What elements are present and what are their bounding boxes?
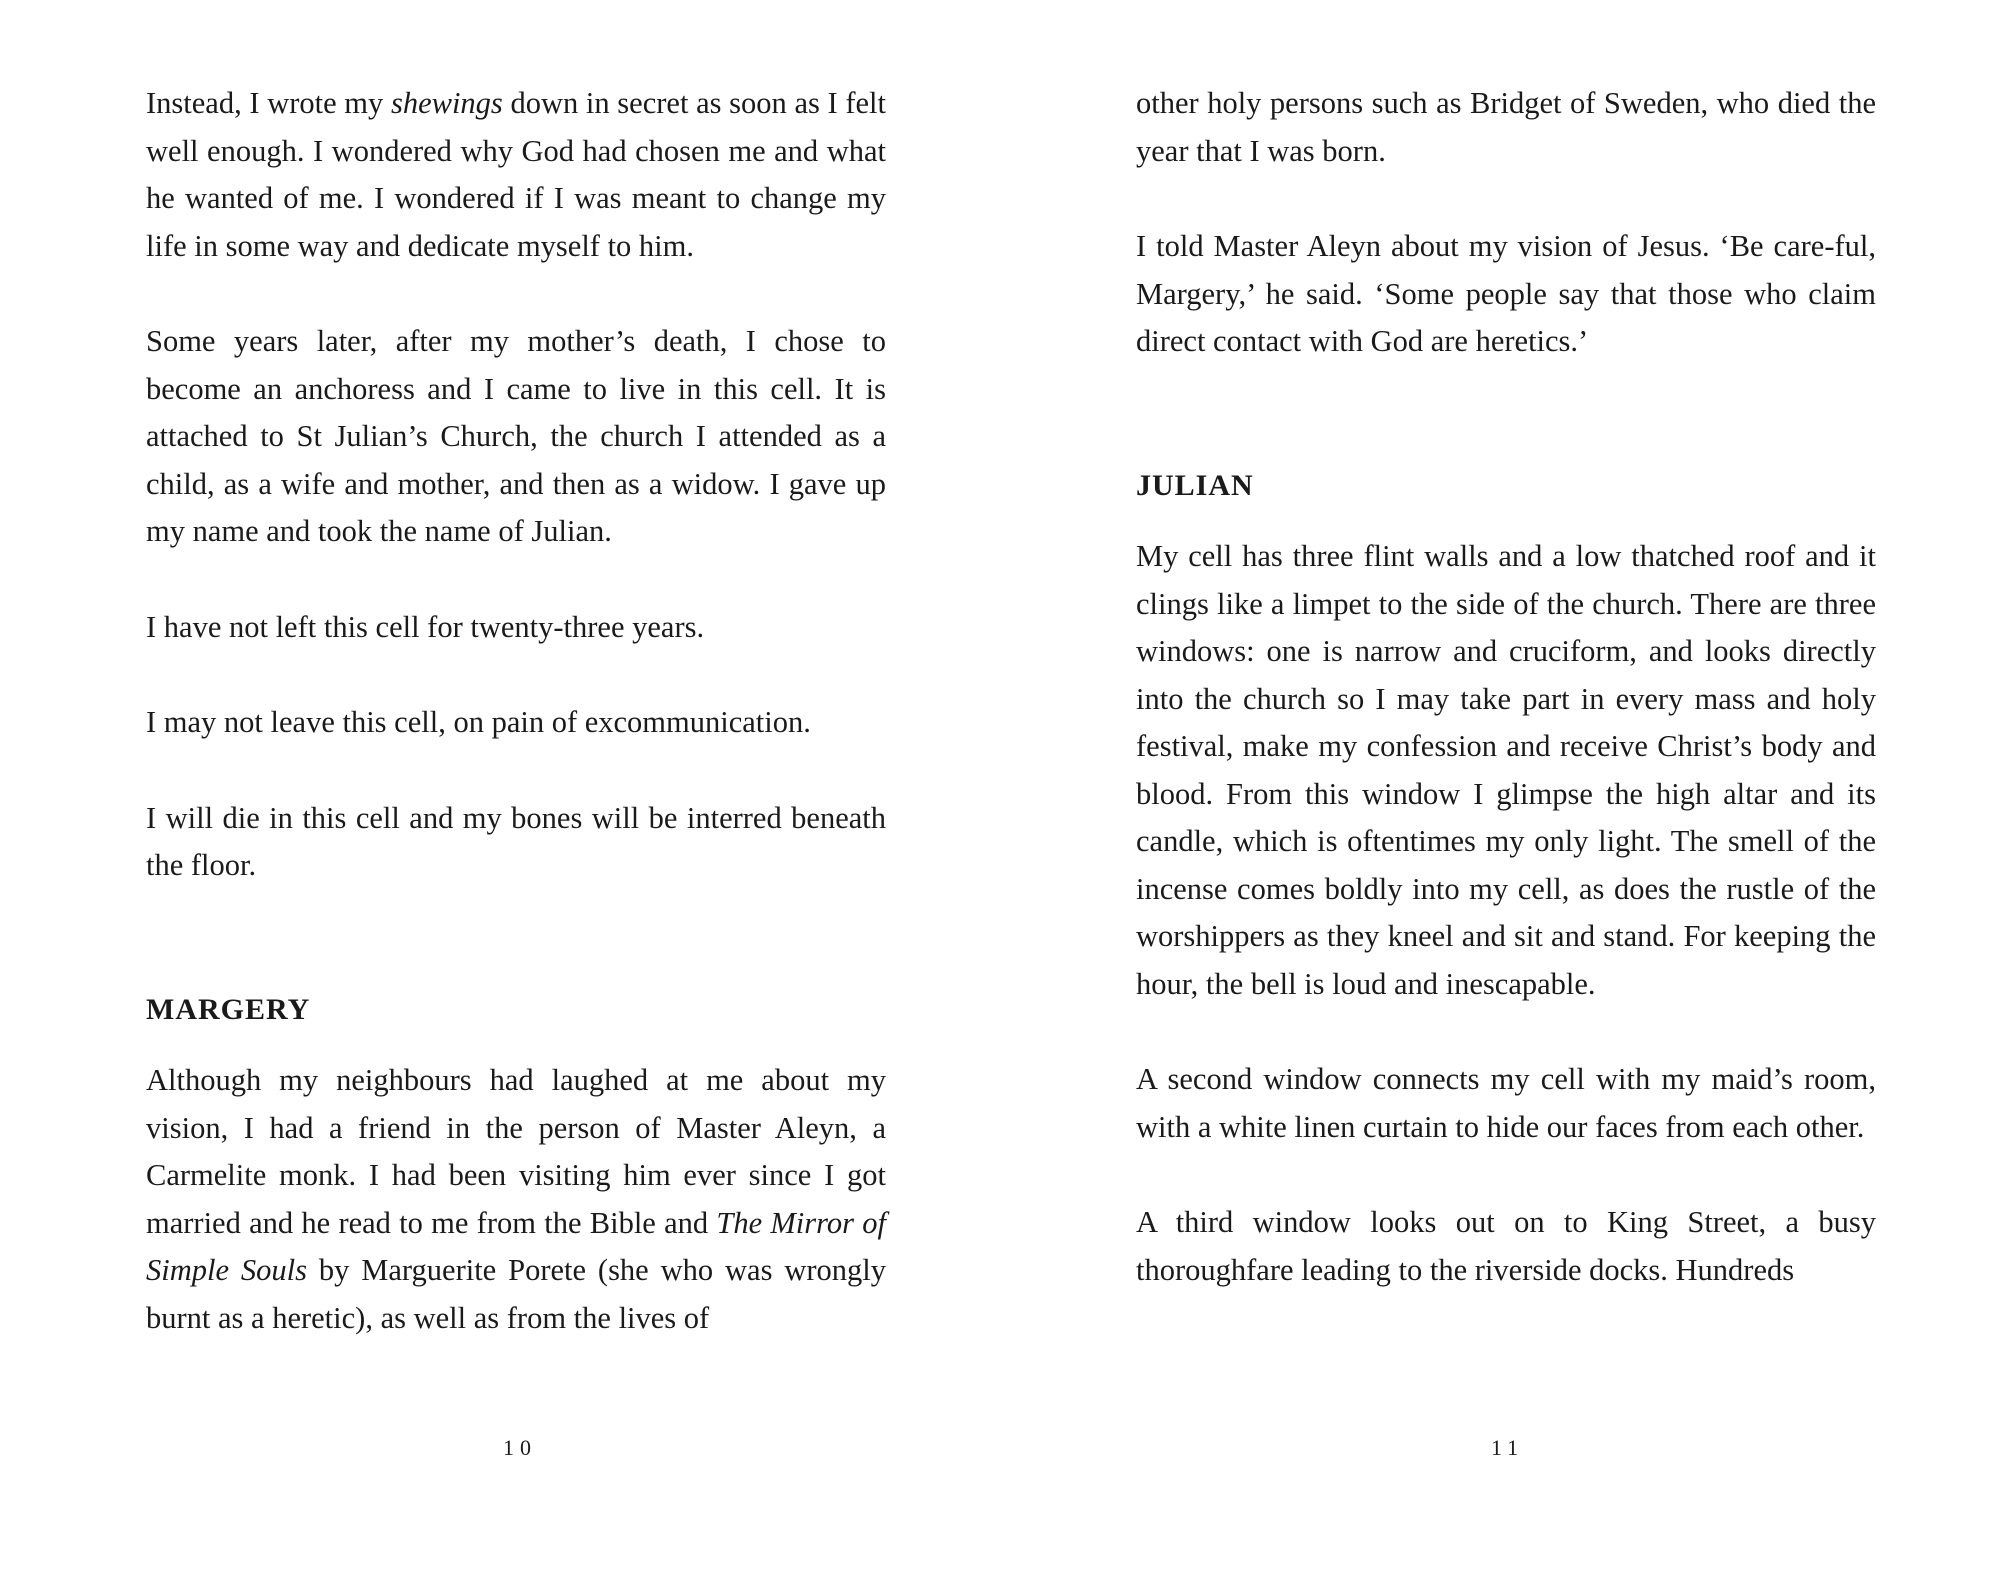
right-paragraph-4: A second window connects my cell with my maid’s room, with a white linen curtain to hide our faces from each other.	[1136, 1062, 1876, 1144]
page-number-left: 10	[503, 1435, 537, 1460]
left-paragraph-6	[146, 1057, 886, 1342]
page-number-right: 11	[1491, 1435, 1525, 1460]
left-paragraph-2: Some years later, after my mother’s death, I chose to become an anchoress and I came to live in this cell. It is attached to St Julian’s Church, the church I attended as a child, as a wife and mother, and then as a widow. I gave up my name and took the name of Julian.	[146, 324, 886, 548]
section-heading-margery: MARGERY	[146, 992, 311, 1026]
left-paragraph-6-text-end: by Marguerite Porete (she who was wrongly burnt as a heretic), as well as from the lives of	[146, 1253, 886, 1335]
right-page	[1136, 80, 1876, 1294]
left-page	[146, 80, 886, 1342]
left-paragraph-6-text-start: Although my neighbours had laughed at me about my vision, I had a friend in the person of Master Aleyn, a Carmelite monk. I had been visiting him ever since I got married and he read to me from the Bible and	[146, 1063, 886, 1240]
left-paragraph-6-italic-title: The Mirror of Simple Souls	[146, 1205, 886, 1287]
left-paragraph-1	[146, 80, 886, 270]
left-paragraph-1-text-end: down in secret as soon as I felt well enough. I wondered why God had chosen me and what he wanted of me. I wondered if I was meant to change my life in some way and dedicate myself to him.	[146, 86, 886, 263]
left-paragraph-5: I will die in this cell and my bones will be interred beneath the floor.	[146, 800, 886, 882]
right-paragraph-3: My cell has three flint walls and a low thatched roof and it clings like a limpet to the side of the church. There are three windows: one is narrow and cruciform, and looks directly into the church so I may take part in every mass and holy festival, make my confession and receive Christ’s body and blood. From this window I glimpse the high altar and its candle, which is oftentimes my only light. The smell of the incense comes boldly into my cell, as does the rustle of the worshippers as they kneel and sit and stand. For keeping the hour, the bell is loud and inescapable.	[1136, 539, 1876, 1001]
left-paragraph-4: I may not leave this cell, on pain of excommunication.	[146, 705, 811, 739]
right-paragraph-2: I told Master Aleyn about my vision of Jesus. ‘Be care-ful, Margery,’ he said. ‘Some people say that those who claim direct contact with God are heretics.’	[1136, 229, 1876, 358]
section-heading-julian: JULIAN	[1136, 468, 1254, 502]
right-paragraph-1: other holy persons such as Bridget of Sweden, who died the year that I was born.	[1136, 86, 1876, 168]
left-paragraph-1-italic-term: shewings	[390, 86, 503, 120]
left-paragraph-1-text-start: Instead, I wrote my	[146, 86, 391, 120]
right-paragraph-5: A third window looks out on to King Street, a busy thoroughfare leading to the riverside docks. Hundreds	[1136, 1205, 1876, 1287]
left-paragraph-3: I have not left this cell for twenty-three years.	[146, 609, 705, 644]
